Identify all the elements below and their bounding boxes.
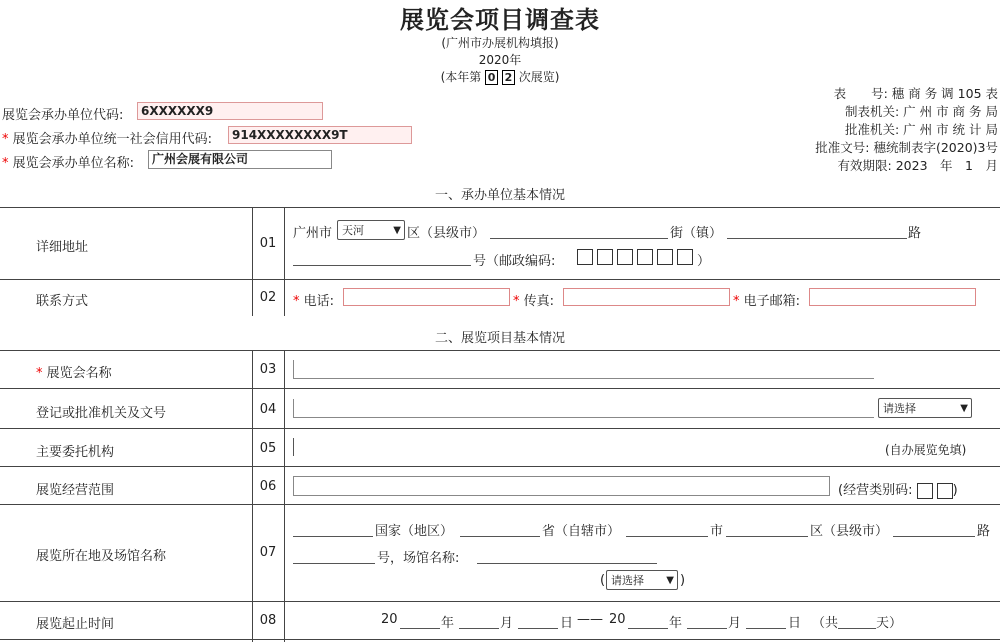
district-suffix: 区（县级市）	[407, 226, 486, 241]
section-one-title: 一、承办单位基本情况	[434, 188, 565, 203]
total-days-input[interactable]	[838, 628, 876, 629]
valid-until: 有效期限: 2023 年 1 月	[837, 158, 998, 173]
postcode-box[interactable]	[617, 249, 633, 265]
district-select[interactable]	[337, 220, 405, 240]
row-03-label-text: 展览会名称	[46, 366, 112, 381]
end-day-input[interactable]	[746, 628, 786, 629]
date-range-dash: ——	[577, 612, 603, 627]
chevron-down-icon: ▼	[960, 403, 968, 414]
row-08-label: 展览起止时间	[36, 617, 115, 632]
count-suffix: 次展览)	[518, 70, 560, 84]
province-label: 省（自辖市）	[542, 524, 621, 539]
category-code-box[interactable]	[937, 483, 953, 499]
org-code-input[interactable]	[137, 102, 323, 120]
row-03-number: 03	[259, 362, 277, 377]
required-mark: *	[2, 132, 9, 147]
district-select-value: 天河	[342, 224, 364, 237]
postcode-box[interactable]	[677, 249, 693, 265]
venue-name-input[interactable]	[477, 563, 657, 564]
issuing-authority: 制表机关: 广 州 市 商 务 局	[844, 104, 998, 119]
end-year-prefix: 20	[609, 612, 626, 627]
postcode-close: ）	[697, 254, 711, 269]
end-year-label: 年	[669, 616, 683, 631]
email-label-text: 电子邮箱:	[743, 294, 801, 309]
road-input-07[interactable]	[893, 536, 975, 537]
org-credit-label	[2, 128, 212, 147]
org-credit-input[interactable]	[228, 126, 412, 144]
email-label	[733, 290, 800, 309]
country-label: 国家（地区）	[375, 524, 454, 539]
count-digit-2[interactable]: 2	[502, 70, 515, 85]
required-mark: *	[293, 294, 300, 309]
row-02-label: 联系方式	[36, 294, 89, 309]
start-year-input[interactable]	[400, 628, 440, 629]
divider	[0, 388, 1000, 389]
fax-input[interactable]	[563, 288, 730, 306]
required-mark: *	[513, 294, 520, 309]
start-month-label: 月	[500, 616, 514, 631]
province-input[interactable]	[460, 536, 540, 537]
approval-authority-input[interactable]	[293, 399, 874, 418]
approval-number: 批准文号: 穗统制表字(2020)3号	[815, 140, 998, 155]
divider	[0, 639, 1000, 640]
divider	[0, 466, 1000, 467]
road-label: 路	[908, 226, 922, 241]
fax-label	[513, 290, 554, 309]
row-07-label: 展览所在地及场馆名称	[36, 549, 167, 564]
exhibition-name-input[interactable]	[293, 360, 874, 379]
required-mark: *	[36, 366, 43, 381]
row-04-number: 04	[259, 402, 277, 417]
approval-select-value: 请选择	[883, 402, 916, 415]
report-year: 2020年	[478, 53, 522, 67]
phone-label	[293, 290, 334, 309]
start-year-label: 年	[441, 616, 455, 631]
end-month-label: 月	[728, 616, 742, 631]
row-05-number: 05	[259, 441, 277, 456]
row-06-number: 06	[259, 479, 277, 494]
street-input[interactable]	[490, 238, 668, 239]
approving-authority: 批准机关: 广 州 市 统 计 局	[844, 122, 998, 137]
end-day-label: 日	[788, 616, 802, 631]
category-code-label: (经营类别码:	[838, 483, 913, 498]
count-digit-1[interactable]: 0	[485, 70, 498, 85]
business-category-code	[838, 479, 958, 499]
venue-select[interactable]	[606, 570, 678, 590]
column-divider	[252, 351, 253, 642]
start-day-input[interactable]	[518, 628, 558, 629]
category-code-close: )	[952, 483, 958, 498]
street-label: 街（镇）	[670, 226, 723, 241]
start-day-label: 日	[560, 616, 574, 631]
postcode-label: 号（邮政编码:	[473, 254, 556, 269]
self-organized-note: (自办展览免填)	[885, 443, 967, 457]
section-two-title: 二、展览项目基本情况	[434, 331, 565, 346]
row-01-number: 01	[259, 236, 277, 251]
divider	[0, 601, 1000, 602]
venue-paren-close: )	[680, 573, 686, 588]
email-input[interactable]	[809, 288, 976, 306]
exhibition-count	[0, 68, 1000, 85]
row-08-number: 08	[259, 613, 277, 628]
district-input[interactable]	[726, 536, 808, 537]
divider	[0, 207, 1000, 208]
row-04-label: 登记或批准机关及文号	[36, 406, 167, 421]
city-label: 市	[710, 524, 724, 539]
postcode-boxes[interactable]	[577, 249, 697, 265]
required-mark: *	[2, 156, 9, 171]
column-divider	[252, 208, 253, 316]
end-month-input[interactable]	[687, 628, 727, 629]
phone-label-text: 电话:	[303, 294, 335, 309]
org-credit-value: 914XXXXXXXX9T	[232, 128, 348, 142]
category-code-box[interactable]	[917, 483, 933, 499]
form-number: 表 号: 穗 商 务 调 105 表	[833, 86, 998, 101]
count-prefix: (本年第	[440, 70, 482, 84]
start-year-prefix: 20	[381, 612, 398, 627]
org-credit-label-text: 展览会承办单位统一社会信用代码:	[12, 132, 213, 147]
country-input[interactable]	[293, 536, 373, 537]
postcode-box[interactable]	[657, 249, 673, 265]
divider	[0, 504, 1000, 505]
org-name-input[interactable]	[148, 150, 332, 169]
row-05-label: 主要委托机构	[36, 445, 115, 460]
chevron-down-icon: ▼	[666, 575, 674, 586]
approval-authority-select[interactable]	[878, 398, 972, 418]
district-label: 区（县级市）	[810, 524, 889, 539]
divider	[0, 350, 1000, 351]
row-02-number: 02	[259, 290, 277, 305]
start-month-input[interactable]	[459, 628, 499, 629]
divider	[0, 279, 1000, 280]
postcode-box[interactable]	[637, 249, 653, 265]
total-days-prefix: （共	[812, 616, 839, 631]
total-days-suffix: 天）	[876, 616, 903, 631]
org-code-label: 展览会承办单位代码:	[2, 108, 124, 123]
chevron-down-icon: ▼	[393, 225, 401, 236]
postcode-box[interactable]	[597, 249, 613, 265]
page-subtitle: (广州市办展机构填报)	[441, 36, 559, 50]
row-06-label: 展览经营范围	[36, 483, 115, 498]
divider	[0, 428, 1000, 429]
org-code-value: 6XXXXXX9	[141, 104, 214, 118]
business-scope-input[interactable]	[293, 476, 830, 496]
org-name-value: 广州会展有限公司	[152, 152, 249, 166]
row-01-label: 详细地址	[36, 240, 89, 255]
number-input-07[interactable]	[293, 563, 375, 564]
required-mark: *	[733, 294, 740, 309]
column-divider	[284, 208, 285, 316]
venue-paren-open: (	[600, 573, 606, 588]
fax-label-text: 传真:	[523, 294, 555, 309]
address-city: 广州市	[293, 226, 333, 241]
phone-input[interactable]	[343, 288, 510, 306]
org-name-label	[2, 152, 134, 171]
page-title: 展览会项目调查表	[400, 6, 600, 34]
city-input[interactable]	[626, 536, 708, 537]
house-number-input[interactable]	[293, 265, 471, 266]
row-03-label	[36, 362, 112, 381]
org-name-label-text: 展览会承办单位名称:	[12, 156, 135, 171]
column-divider	[284, 351, 285, 642]
road-input[interactable]	[727, 238, 907, 239]
postcode-box[interactable]	[577, 249, 593, 265]
venue-label: 号，场馆名称:	[377, 551, 460, 566]
venue-select-value: 请选择	[611, 574, 644, 587]
row-07-number: 07	[259, 545, 277, 560]
entrusted-org-input[interactable]	[293, 438, 294, 456]
end-year-input[interactable]	[628, 628, 668, 629]
road-label-07: 路	[977, 524, 991, 539]
